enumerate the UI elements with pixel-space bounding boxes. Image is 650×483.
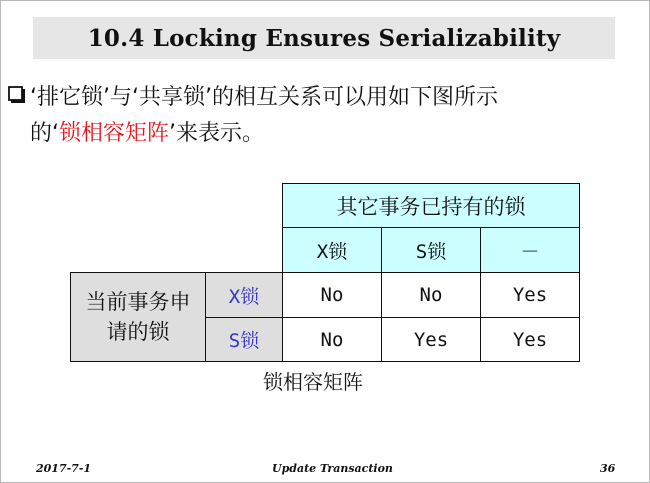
request-row-x-lock: X锁 [205, 272, 283, 318]
request-row-s-lock: S锁 [205, 317, 283, 362]
cell-s-s: Yes [381, 317, 481, 362]
footer-date: 2017-7-1 [36, 462, 92, 475]
held-locks-header: 其它事务已持有的锁 [282, 183, 580, 228]
matrix-name-highlight: 锁相容矩阵 [59, 121, 170, 146]
held-col-none: － [480, 227, 580, 273]
requested-locks-header: 当前事务申请的锁 [70, 272, 206, 362]
bullet-text-line-1: ‘排它锁’与‘共享锁’的相互关系可以用如下图所示 [30, 85, 498, 110]
bullet-line2-prefix: 的‘ [30, 121, 59, 146]
footer-page-number: 36 [600, 462, 616, 475]
title-bar [33, 17, 615, 59]
cell-s-none: Yes [480, 317, 580, 362]
cell-x-x: No [282, 272, 382, 318]
held-col-s-lock: S锁 [381, 227, 481, 273]
hollow-square-bullet-icon [8, 86, 26, 104]
slide-title: 10.4 Locking Ensures Serializability [87, 24, 561, 52]
cell-x-s: No [381, 272, 481, 318]
cell-s-x: No [282, 317, 382, 362]
held-col-x-lock: X锁 [282, 227, 382, 273]
cell-x-none: Yes [480, 272, 580, 318]
footer-topic: Update Transaction [272, 462, 393, 475]
bullet-line2-suffix: ’来表示。 [169, 121, 265, 146]
matrix-caption: 锁相容矩阵 [263, 370, 363, 394]
bullet-text-line-2 [30, 116, 264, 147]
